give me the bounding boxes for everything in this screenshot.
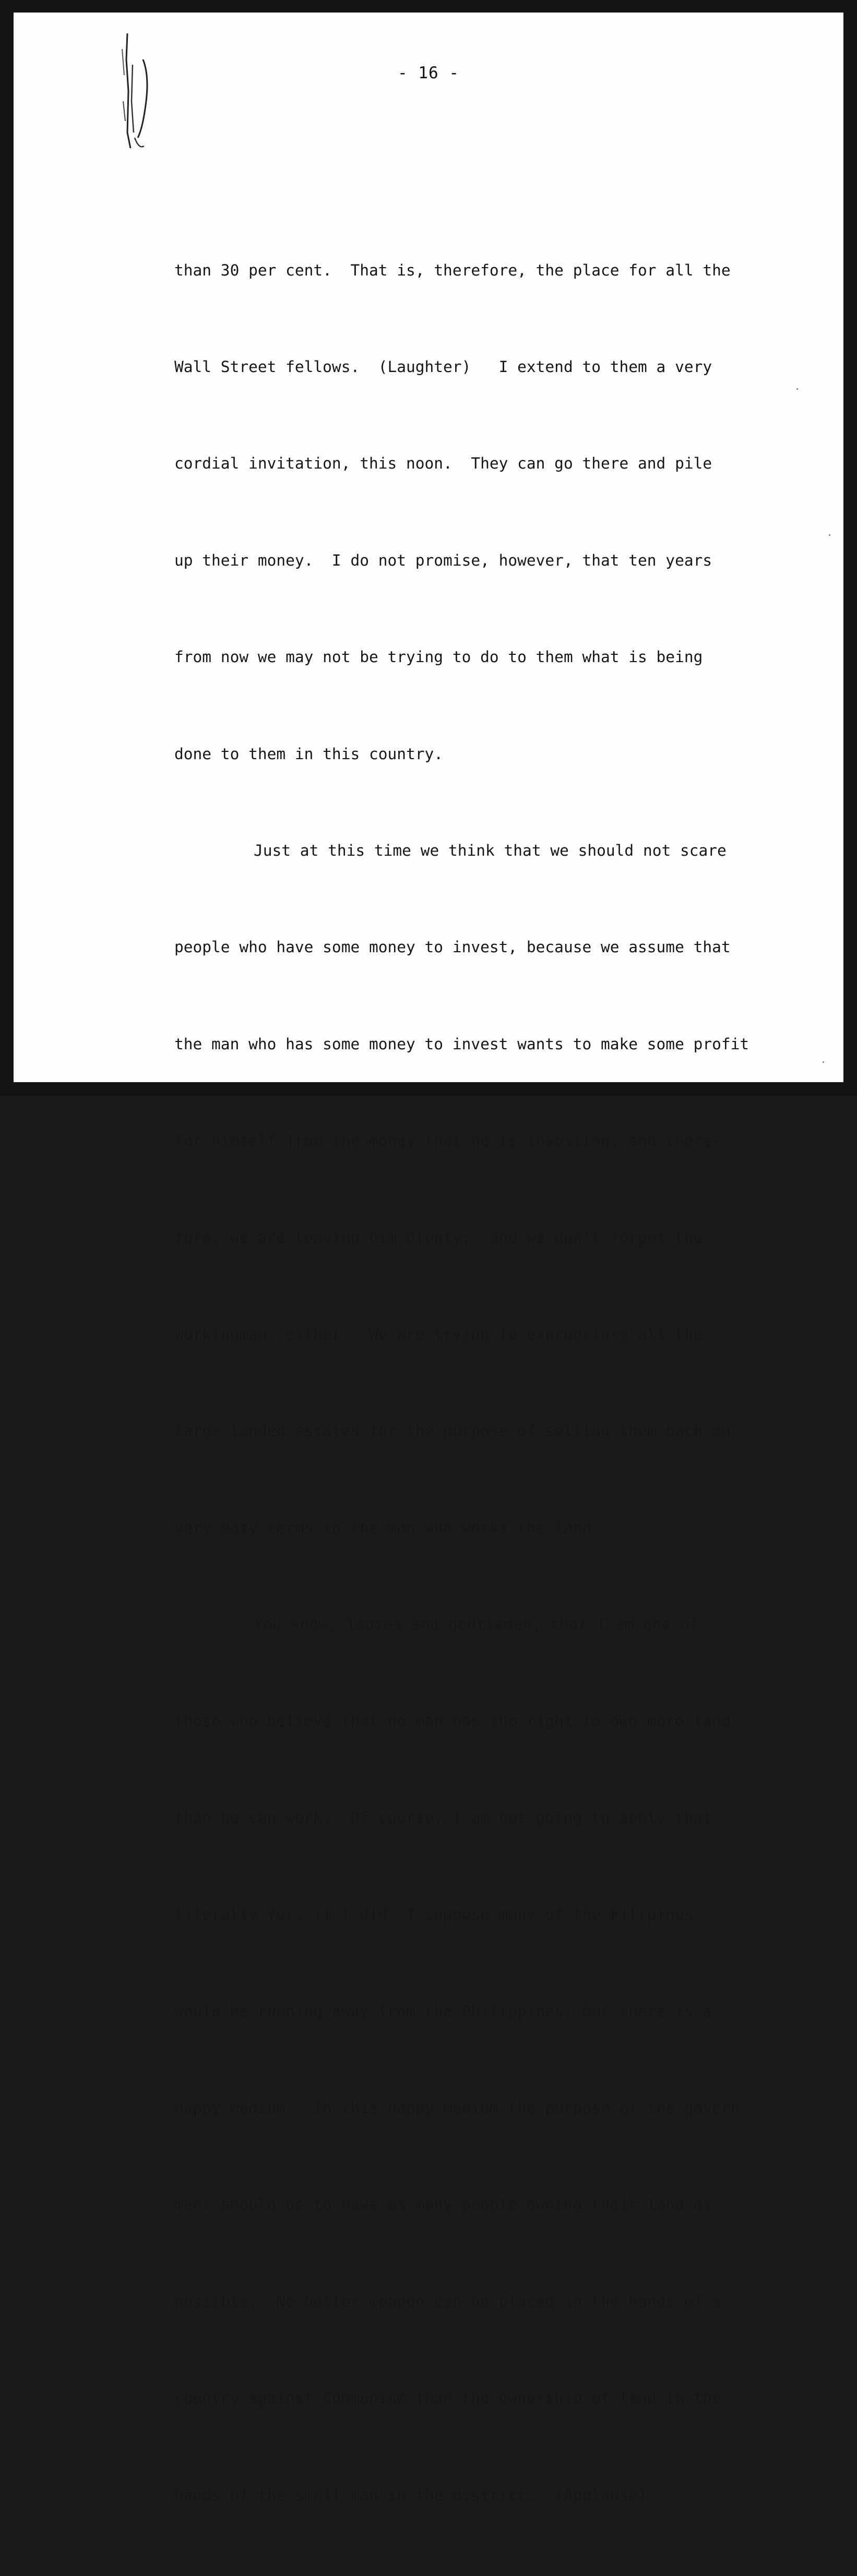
- text-line: done to them in this country.: [174, 745, 444, 763]
- text-line: from now we may not be trying to do to them what is being: [174, 648, 703, 666]
- text-line: possible. No better weapon can be placed in the hands of a: [174, 2292, 721, 2310]
- text-line: those who believe that no man has the right to own more land: [174, 1712, 731, 1730]
- text-line: would be running away from the Philippines; but there is a: [174, 2002, 712, 2020]
- paper-speck: [829, 534, 830, 536]
- text-line: the man who has some money to invest wants to make some profit: [174, 1035, 749, 1053]
- document-page: [14, 13, 843, 2504]
- paper-speck: [796, 388, 798, 390]
- text-line: fore, we are leaving him plenty; and we don't forget the: [174, 1228, 703, 1247]
- text-line: for himself from the money that he is investing, and there-: [174, 1132, 721, 1150]
- text-line: country against Communism than the ownership of land in the: [174, 2389, 721, 2407]
- text-line: very easy terms to the man who works the land.: [174, 1518, 601, 1537]
- body-text: [174, 190, 816, 2576]
- text-line: than he can work. Of course, I am not going to apply that: [174, 1808, 712, 1827]
- text-line: ment should be to have as many people owning their land as: [174, 2196, 712, 2214]
- paragraph-start-line: Just at this time we think that we should not scare: [254, 841, 727, 859]
- paper-speck: [823, 1061, 824, 1063]
- page-number: - 16 -: [398, 64, 459, 82]
- text-line: large landed estates for the purpose of selling them back on: [174, 1422, 731, 1440]
- handwritten-mark-icon: [112, 28, 159, 153]
- text-line: happy medium. In this happy medium the purpose of the govern-: [174, 2099, 749, 2117]
- text-line: cordial invitation, this noon. They can go there and pile: [174, 454, 712, 473]
- text-line: Wall Street fellows. (Laughter) I extend to them a very: [174, 357, 712, 376]
- paragraph-start-line: You know, ladies and gentlemen, that I am one of: [254, 1615, 699, 1634]
- text-line: workingman, either. We are trying to expropriate all the: [174, 1325, 703, 1343]
- text-line: hands of the small man in the district. (Applause): [174, 2486, 647, 2504]
- text-line: up their money. I do not promise, however, that ten years: [174, 551, 712, 569]
- text-line: than 30 per cent. That is, therefore, the place for all the: [174, 261, 731, 279]
- text-line: literally for, if I did, I suppose many of the Filipinos: [174, 1906, 694, 1924]
- text-line: people who have some money to invest, because we assume that: [174, 938, 731, 956]
